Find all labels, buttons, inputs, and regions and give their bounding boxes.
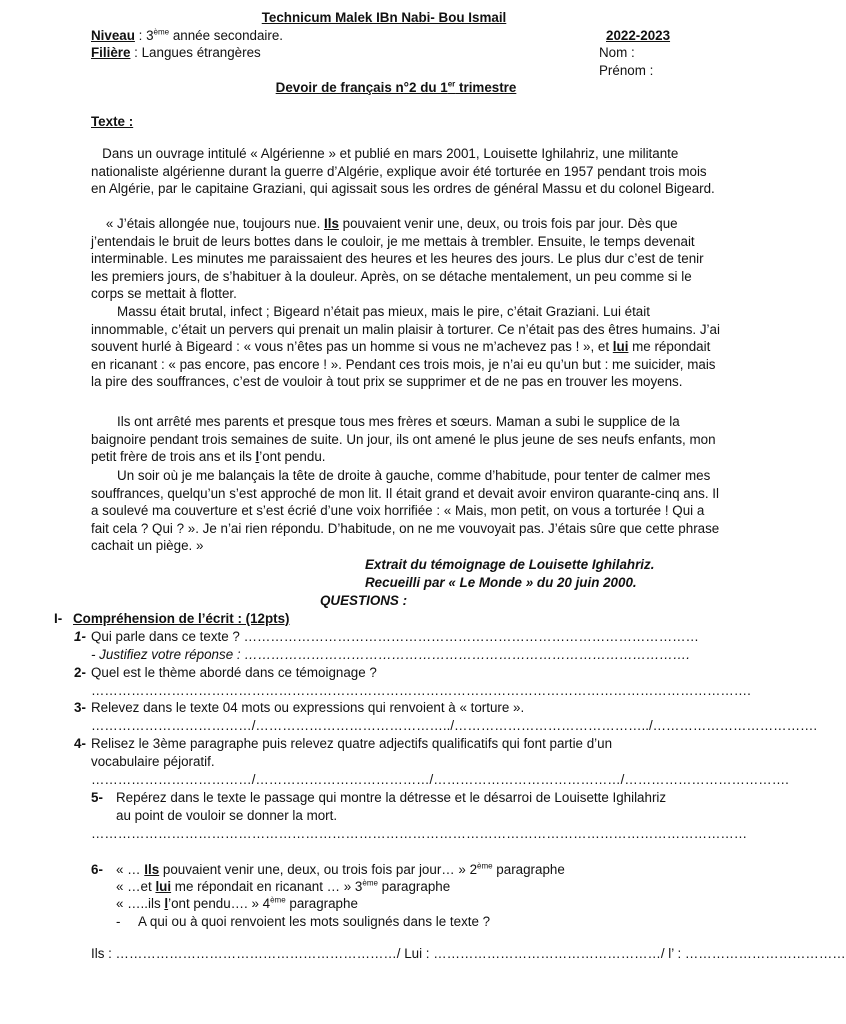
q6-question: A qui ou à quoi renvoient les mots soulignés dans le texte ? [138,914,491,929]
q3-text: Relevez dans le texte 04 mots ou expressions qui renvoient à « torture ». [91,700,525,715]
q4-number: 4- [74,736,86,751]
school-year: 2022-2023 [606,28,671,43]
source-line-2: Recueilli par « Le Monde » du 20 juin 2000. [365,575,637,590]
filiere-line [91,44,261,62]
q6-l3-sup: ème [270,895,286,905]
q2-number: 2- [74,665,86,680]
questions-title: QUESTIONS : [320,593,408,608]
q3-answer-line: ………………………………/……………………………………../……………………………………../………………………………. [91,718,818,733]
texte-label: Texte : [91,114,134,129]
p3-start: Massu était brutal, infect ; Bigeard n’était pas mieux, mais le pire, c’était Graziani. Lui était innommable, c’était un pervers qui prenait un malin plaisir à torturer. Ce n’était pas des êtres humains. J’ai souvent hurlé à Bigeard : « vous n’êtes pas un homme si vous ne m’achevez pas ! », et [91,304,720,354]
q1-number: 1- [74,629,86,644]
q6-l2-a: « …et [116,879,156,894]
underlined-ils: Ils [324,216,339,231]
source-line-1: Extrait du témoignage de Louisette Ighilahriz. [365,557,655,572]
q1-subquestion: - Justifiez votre réponse : ………………………………………………………………………………………. [91,647,690,662]
paragraph-3 [91,413,723,466]
p4-rest: ’ont pendu. [259,449,326,464]
filiere-value: : Langues étrangères [130,45,261,60]
q6-l2-b: me répondait en ricanant … » 3 [171,879,363,894]
p4-start: Ils ont arrêté mes parents et presque tous mes frères et sœurs. Maman a subi le supplice de la baignoire pendant trois semaines de suite. Un jour, ils ont amené le plus jeune de ses neufs enfants, mon petit frère de trois ans et ils [91,414,716,464]
q6-l1-b: pouvaient venir une, deux, ou trois fois par jour… » 2 [159,862,478,877]
exam-title-end: trimestre [455,80,517,95]
paragraph-4 [91,467,723,555]
underlined-lui: lui [612,339,629,354]
q4-answer-line: ………………………………/…………………………………/……………………………………/………………………………. [91,772,789,787]
q6-l3-c: paragraphe [285,896,358,911]
q5-answer-line: ………………………………………………………………………………………………………………………………… [91,826,748,841]
q6-quote-3 [116,895,358,913]
q3-number: 3- [74,700,86,715]
filiere-label: Filière [91,45,131,60]
q1-text: Qui parle dans ce texte ? ………………………………………………………………………………………… [91,629,699,644]
section-number: I- [54,611,63,626]
niveau-label: Niveau [91,28,135,43]
p5-text: Un soir où je me balançais la tête de droite à gauche, comme d’habitude, pour tenter de calmer mes souffrances, quelqu’un s’est approché de mon lit. Il était grand et devait avoir environ quarante-cinq ans. Il a soulevé ma couverture et s’est écrié d’une voix horrifiée : « Mais, mon petit, on vous a torturée ! Qui a fait cela ? Qui ? ». Je n’ai rien répondu. D’habitude, on ne me vouvoyait pas. J’étais sûre que cette phrase cachait un piège. » [91,468,720,553]
niveau-num: 3 [146,28,154,43]
niveau-sup: ème [153,27,170,37]
q6-l1-underlined: Ils [144,862,160,877]
exam-title [0,79,792,97]
section-title: Compréhension de l’écrit : (12pts) [73,611,290,626]
school-name: Technicum Malek IBn Nabi- Bou Ismail [261,10,507,25]
paragraph-1 [91,215,723,303]
q6-l1-a: « … [116,862,145,877]
q6-l2-underlined: lui [155,879,172,894]
intro-text: Dans un ouvrage intitulé « Algérienne » et publié en mars 2001, Louisette Ighilahriz, une militante nationaliste algérienne durant la guerre d’Algérie, explique avoir été torturée en 1957 pendant trois mois en Algérie, par le capitaine Graziani, qui agissait sous les ordres de général Massu et du colonel Bigeard. [91,146,715,196]
paragraph-intro [91,145,723,198]
q6-l2-sup: ème [362,878,378,888]
q5-text: Repérez dans le texte le passage qui montre la détresse et le désarroi de Louisette Ighilahriz au point de vouloir se donner la mort. [116,790,667,823]
q6-quote-1 [116,861,565,879]
niveau-rest: année secondaire. [169,28,284,43]
nom-field: Nom : [599,45,635,60]
q6-l2-c: paragraphe [377,879,451,894]
q6-dash: - [116,914,121,929]
q4-text: Relisez le 3ème paragraphe puis relevez quatre adjectifs qualificatifs qui font partie d’un vocabulaire péjoratif. [91,736,613,769]
q6-number: 6- [91,862,103,877]
q6-l1-sup: ème [477,861,493,871]
paragraph-2 [91,303,723,391]
q6-quote-2 [116,878,450,896]
q6-l3-underlined: l [164,896,169,911]
q6-l3-b: ’ont pendu…. » 4 [168,896,271,911]
p3-rest: me répondait en ricanant : « pas encore, pas encore ! ». Pendant ces trois mois, je n’ai eu qu’un but : me suicider, mais la pire des souffrances, c’est de vouloir à tout prix se supprimer et de ne pas en trouver les moyens. [91,339,716,389]
niveau-line: Niveau : 3ème année secondaire. [91,27,284,43]
exam-title-sup: er [447,79,456,89]
q6-l1-c: paragraphe [492,862,565,877]
q6-answer-line: Ils : ………………………………………………………/ Lui : ……………………………………………/ l’ : ……………………………… [91,946,846,961]
exam-title-main: Devoir de français n°2 du 1 [275,80,448,95]
q2-text: Quel est le thème abordé dans ce témoignage ? [91,665,377,680]
prenom-field: Prénom : [599,63,654,78]
q5-number: 5- [91,790,103,805]
p2-rest: pouvaient venir une, deux, ou trois fois par jour. Dès que j’entendais le bruit de leurs bottes dans le couloir, je me mettais à trembler. Ensuite, le temps devenait interminable. Les minutes me paraissaient des heures et les heures des jours. Le plus dur c’est de tenir les premiers jours, de s’habituer à la douleur. Après, on se détache mentalement, un peu comme si le corps se mettait à flotter. [91,216,704,301]
q6-l3-a: « …..ils [116,896,165,911]
underlined-l: l [255,449,260,464]
p2-start: « J’étais allongée nue, toujours nue. [105,216,325,231]
q2-answer-line: …………………………………………………………………………………………………………………………………. [91,683,751,698]
